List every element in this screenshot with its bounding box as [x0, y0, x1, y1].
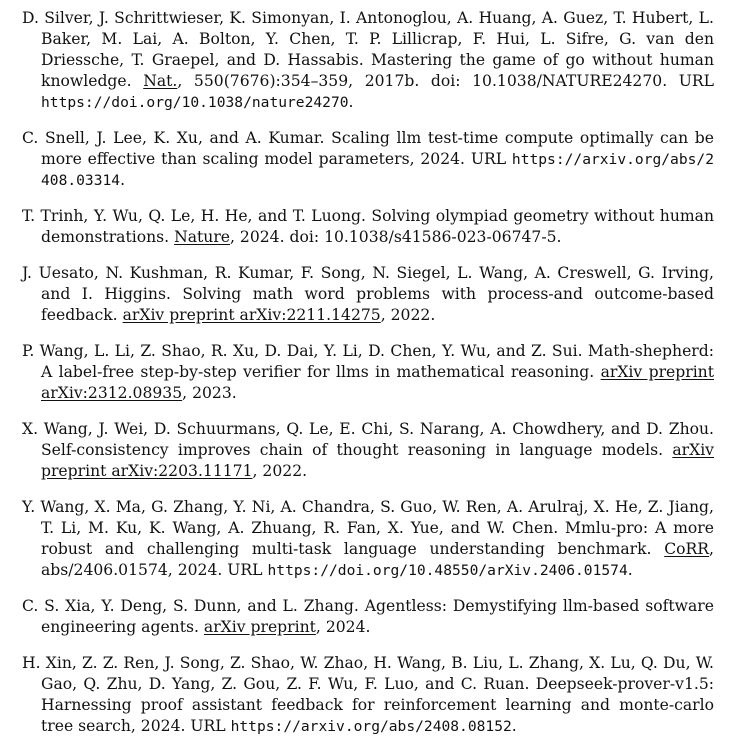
reference-end: . — [511, 717, 517, 735]
reference-text: C. S. Xia, Y. Deng, S. Dunn, and L. Zhang. Agentless: Demystifying llm-based software engineering agents. — [22, 597, 714, 636]
url-link[interactable]: https://doi.org/10.48550/arXiv.2406.01574 — [267, 562, 628, 579]
venue-link[interactable]: arXiv preprint arXiv:2203.11171 — [41, 441, 714, 480]
reference-text: C. Snell, J. Lee, K. Xu, and A. Kumar. Scaling llm test-time compute optimally can be more effective than scaling model parameters, 2024. URL — [22, 129, 714, 168]
venue-link[interactable]: Nat. — [143, 72, 178, 90]
reference-details: , 2023. — [182, 384, 237, 402]
reference-text: X. Wang, J. Wei, D. Schuurmans, Q. Le, E. Chi, S. Narang, A. Chowdhery, and D. Zhou. Self-consistency improves chain of thought reasoning in language models. — [22, 420, 714, 459]
reference-list — [22, 8, 714, 752]
reference-details: , abs/2406.01574, 2024. URL — [41, 540, 714, 579]
reference-entry — [22, 419, 714, 482]
reference-entry — [22, 341, 714, 404]
url-link[interactable]: https://arxiv.org/abs/2408.03314 — [41, 151, 714, 189]
reference-details: , 2024. — [315, 618, 371, 636]
reference-entry — [22, 8, 714, 113]
reference-details: , 550(7676):354–359, 2017b. doi: 10.1038/NATURE24270. URL — [177, 72, 714, 90]
reference-entry — [22, 206, 714, 248]
reference-details: , 2022. — [380, 306, 436, 324]
venue-link[interactable]: arXiv preprint — [203, 618, 316, 636]
reference-details: , 2024. doi: 10.1038/s41586-023-06747-5. — [230, 228, 562, 246]
reference-text: Y. Wang, X. Ma, G. Zhang, Y. Ni, A. Chandra, S. Guo, W. Ren, A. Arulraj, X. He, Z. Jiang, T. Li, M. Ku, K. Wang, A. Zhuang, R. Fan, X. Yue, and W. Chen. Mmlu-pro: A more robust and challenging multi-task language understanding benchmark. — [22, 498, 714, 558]
url-link[interactable]: https://arxiv.org/abs/2408.08152 — [230, 718, 512, 735]
reference-entry — [22, 128, 714, 191]
reference-end: . — [627, 561, 633, 579]
reference-end: . — [348, 93, 354, 111]
reference-text: T. Trinh, Y. Wu, Q. Le, H. He, and T. Luong. Solving olympiad geometry without human demonstrations. — [22, 207, 714, 246]
reference-text: J. Uesato, N. Kushman, R. Kumar, F. Song, N. Siegel, L. Wang, A. Creswell, G. Irving, and I. Higgins. Solving math word problems with process-and outcome-based feedback. — [22, 264, 714, 324]
url-link[interactable]: https://doi.org/10.1038/nature24270 — [41, 94, 349, 111]
venue-link[interactable]: arXiv preprint arXiv:2211.14275 — [122, 306, 381, 324]
venue-link[interactable]: CoRR — [664, 540, 710, 558]
reference-details: , 2022. — [252, 462, 308, 480]
reference-entry — [22, 653, 714, 737]
reference-text: P. Wang, L. Li, Z. Shao, R. Xu, D. Dai, Y. Li, D. Chen, Y. Wu, and Z. Sui. Math-shepherd: A label-free step-by-step verifier for llms in mathematical reasoning. — [22, 342, 714, 381]
reference-entry — [22, 596, 714, 638]
venue-link[interactable]: Nature — [174, 228, 230, 246]
reference-entry — [22, 497, 714, 581]
reference-text: H. Xin, Z. Z. Ren, J. Song, Z. Shao, W. Zhao, H. Wang, B. Liu, L. Zhang, X. Lu, Q. Du, W. Gao, Q. Zhu, D. Yang, Z. Gou, Z. F. Wu, F. Luo, and C. Ruan. Deepseek-prover-v1.5: Harnessing proof assistant feedback for reinforcement learning and monte-carlo tree search, 2024. URL — [22, 654, 714, 735]
venue-link[interactable]: arXiv preprint arXiv:2312.08935 — [41, 363, 714, 402]
reference-text: D. Silver, J. Schrittwieser, K. Simonyan, I. Antonoglou, A. Huang, A. Guez, T. Hubert, L. Baker, M. Lai, A. Bolton, Y. Chen, T. P. Lillicrap, F. Hui, L. Sifre, G. van den Driessche, T. Graepel, and D. Hassabis. Mastering the game of go without human knowledge. — [22, 9, 714, 90]
reference-end: . — [120, 171, 126, 189]
reference-entry — [22, 263, 714, 326]
